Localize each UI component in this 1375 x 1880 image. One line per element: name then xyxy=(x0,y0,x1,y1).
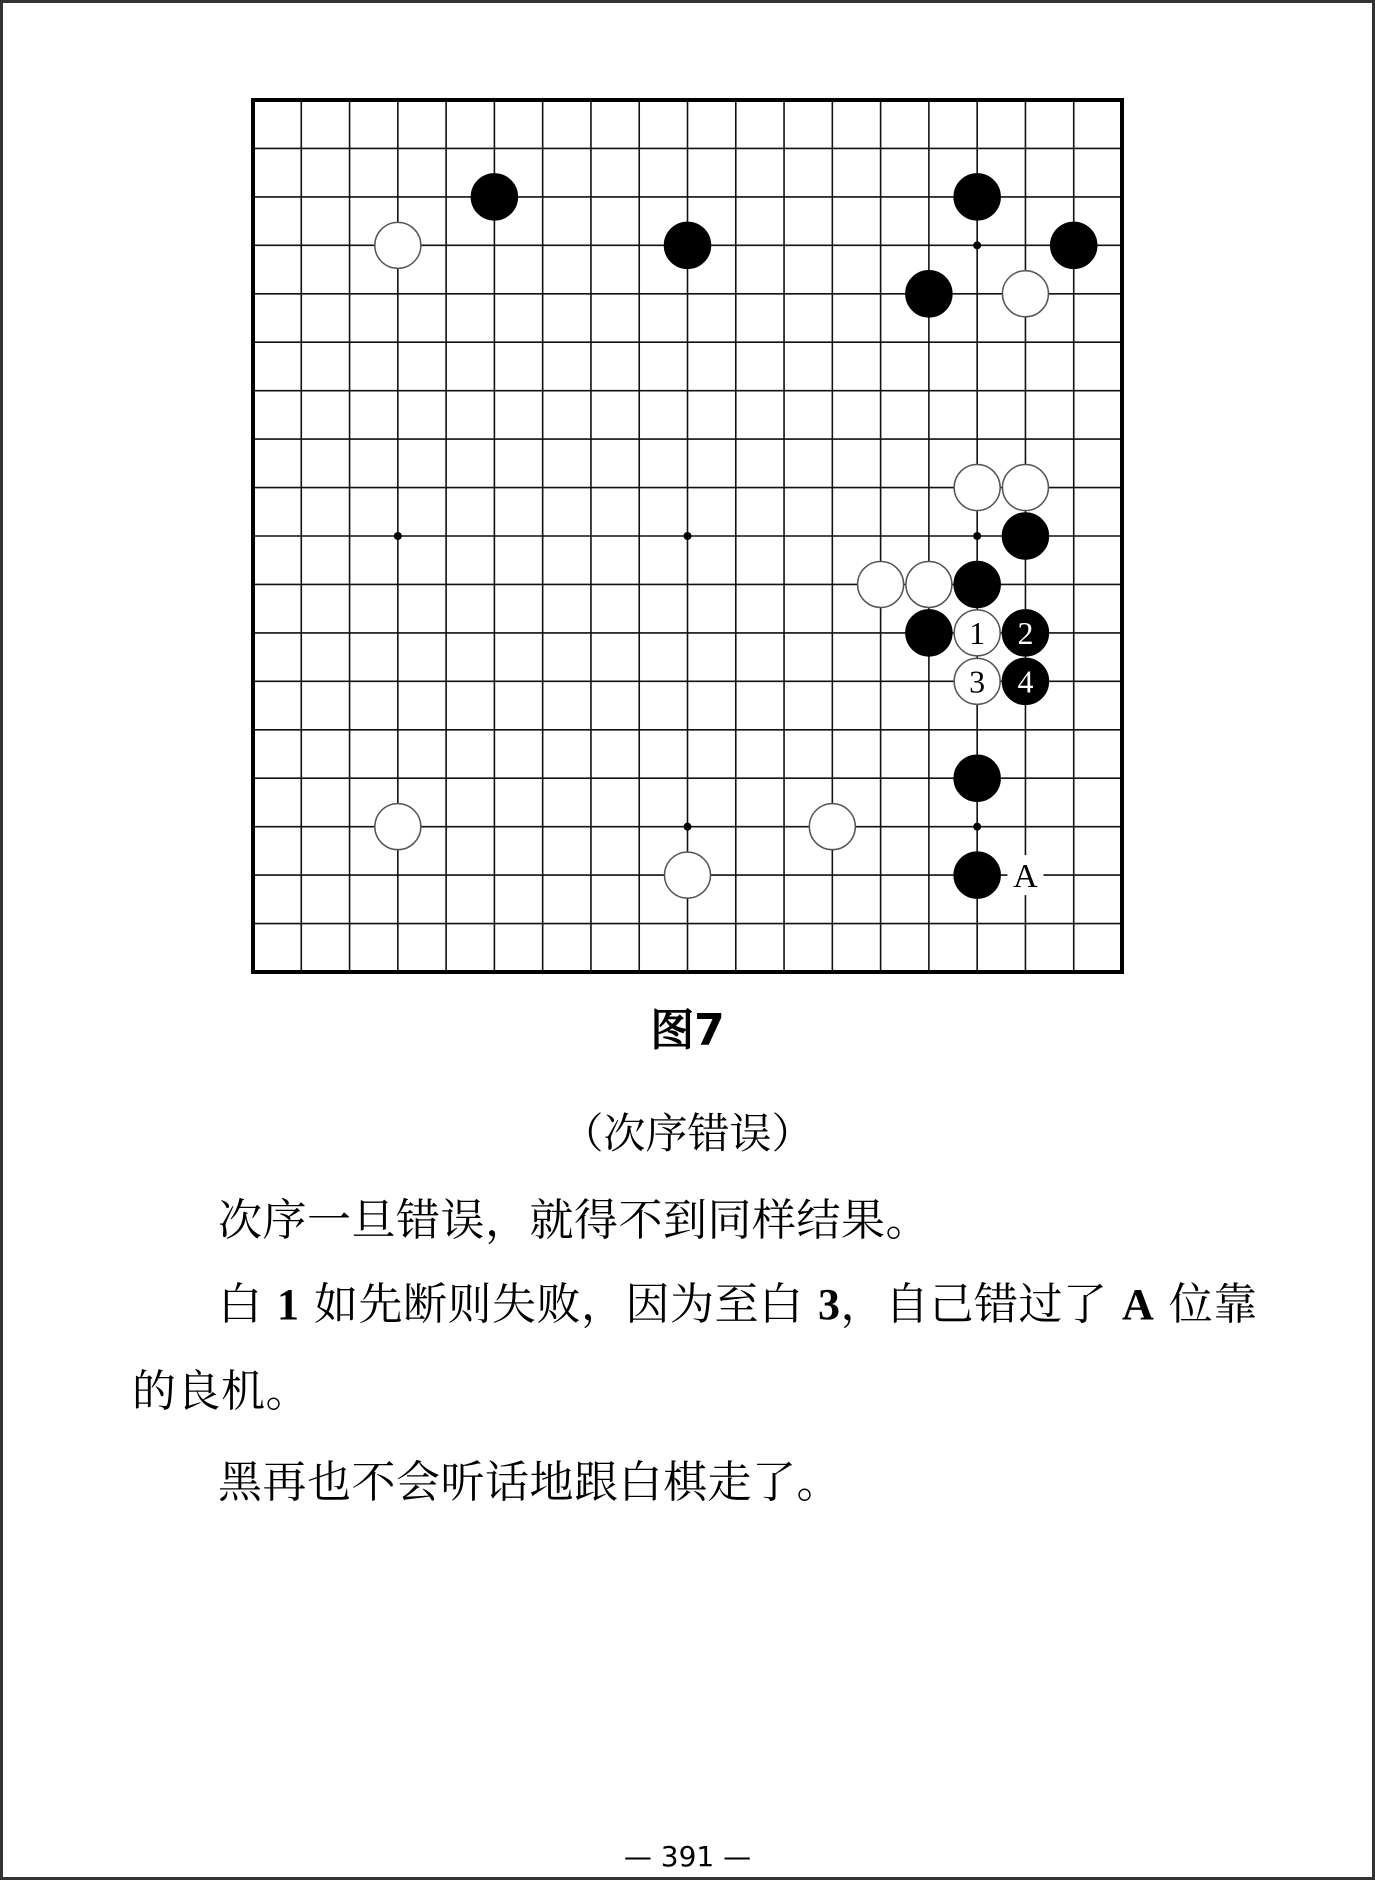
white-stone-icon xyxy=(1002,271,1048,317)
figure-title: 图7 xyxy=(650,1005,725,1056)
white-stone-icon xyxy=(809,804,855,850)
point-label-a: A xyxy=(1121,1280,1155,1329)
star-point-icon xyxy=(973,823,981,831)
paragraph-2-text-a: 白 xyxy=(218,1279,277,1330)
black-stone-icon xyxy=(1002,513,1048,559)
white-stone-icon xyxy=(375,222,421,268)
move-number-label: 2 xyxy=(1017,614,1034,651)
page-number: — 391 — xyxy=(623,1840,752,1873)
white-stone-icon xyxy=(906,561,952,607)
paragraph-2-text-b: 如先断则失败，因为至白 xyxy=(299,1279,818,1330)
move-number-label: 3 xyxy=(969,663,986,700)
white-stone-icon xyxy=(858,561,904,607)
paragraph-3: 黑再也不会听话地跟白棋走了。 xyxy=(218,1457,841,1508)
point-label-a: A xyxy=(1013,858,1038,896)
star-point-icon xyxy=(684,532,692,540)
black-stone-icon xyxy=(1051,222,1097,268)
paragraph-2-continuation: 的良机。 xyxy=(132,1366,310,1417)
star-point-icon xyxy=(394,532,402,540)
black-stone-icon xyxy=(954,755,1000,801)
black-stone-icon xyxy=(954,561,1000,607)
go-board xyxy=(251,98,1124,974)
paragraph-2-text-d: 位靠 xyxy=(1154,1279,1258,1330)
black-stone-icon xyxy=(906,271,952,317)
move-number-3: 3 xyxy=(817,1280,841,1329)
star-point-icon xyxy=(684,823,692,831)
white-stone-icon xyxy=(954,465,1000,511)
star-point-icon xyxy=(973,241,981,249)
move-number-1: 1 xyxy=(277,1280,300,1329)
white-stone-icon xyxy=(375,804,421,850)
black-stone-icon xyxy=(954,852,1000,898)
go-board-diagram xyxy=(251,98,1124,974)
paragraph-2-text-c: ，自己错过了 xyxy=(840,1279,1122,1330)
move-number-label: 4 xyxy=(1017,663,1034,700)
black-stone-icon xyxy=(665,222,711,268)
black-stone-icon xyxy=(954,174,1000,220)
paragraph-2 xyxy=(218,1279,1258,1331)
black-stone-icon xyxy=(906,610,952,656)
move-number-label: 1 xyxy=(969,614,986,651)
black-stone-icon xyxy=(471,174,517,220)
paragraph-1: 次序一旦错误，就得不到同样结果。 xyxy=(218,1195,930,1246)
white-stone-icon xyxy=(665,852,711,898)
star-point-icon xyxy=(973,532,981,540)
white-stone-icon xyxy=(1002,465,1048,511)
figure-subtitle: （次序错误） xyxy=(561,1109,814,1158)
